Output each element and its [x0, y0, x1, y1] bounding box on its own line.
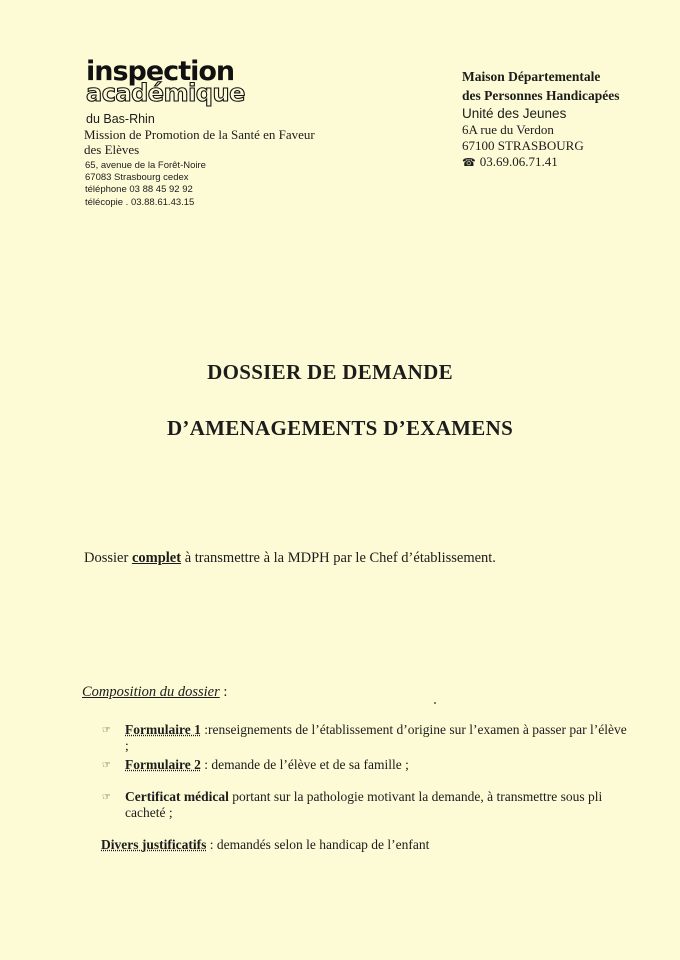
composition-heading-text: Composition du dossier	[82, 684, 220, 700]
item-key: Certificat médical	[125, 789, 229, 804]
document-title-line-2: D’AMENAGEMENTS D’EXAMENS	[166, 416, 514, 440]
item-key: Divers justificatifs	[101, 837, 207, 852]
mdph-unit: Unité des Jeunes	[462, 106, 567, 121]
mission-name: Mission de Promotion de la Santé en Faveur des Elèves	[84, 127, 315, 157]
inspection-academique-logo	[86, 58, 276, 108]
logo-line-1: inspection	[86, 56, 235, 87]
telephone-icon: ☎	[462, 156, 476, 169]
mdph-city: 67100 STRASBOURG	[462, 138, 584, 153]
mdph-name-line-2: des Personnes Handicapées	[462, 88, 620, 103]
address-line: télécopie . 03.88.61.43.15	[85, 196, 195, 208]
list-item	[125, 757, 630, 773]
intro-before: Dossier	[84, 550, 132, 566]
mdph-phone-line	[462, 154, 672, 171]
item-text: : demande de l’élève et de sa famille ;	[200, 757, 409, 772]
composition-heading	[82, 684, 227, 701]
address-line: téléphone 03 88 45 92 92	[85, 184, 193, 196]
list-item	[101, 837, 621, 853]
address-line: 67083 Strasbourg cedex	[85, 172, 189, 184]
mdph-address-block	[462, 67, 672, 171]
logo-line-2: académique	[86, 79, 245, 107]
intro-sentence	[84, 550, 496, 567]
mdph-street: 6A rue du Verdon	[462, 122, 554, 137]
document-title-line-1: DOSSIER DE DEMANDE	[207, 360, 453, 384]
mdph-name-line-1: Maison Départementale	[462, 69, 601, 84]
list-item	[125, 789, 630, 821]
intro-after: à transmettre à la MDPH par le Chef d’établissement.	[181, 550, 496, 566]
scan-speck	[434, 702, 436, 704]
pointing-hand-icon: ☞	[102, 725, 111, 736]
item-text: :renseignements de l’établissement d’origine sur l’examen à passer par l’élève ;	[125, 722, 627, 753]
left-address-block	[85, 160, 206, 209]
list-item	[125, 722, 630, 754]
item-key: Formulaire 1	[125, 722, 201, 737]
address-line: 65, avenue de la Forêt-Noire	[85, 160, 206, 171]
region-name: du Bas-Rhin	[86, 112, 155, 126]
mdph-phone: 03.69.06.71.41	[479, 154, 558, 169]
pointing-hand-icon: ☞	[102, 792, 111, 803]
pointing-hand-icon: ☞	[102, 760, 111, 771]
composition-heading-colon: :	[219, 684, 228, 700]
item-key: Formulaire 2	[125, 757, 201, 772]
item-text: portant sur la pathologie motivant la demande, à transmettre sous pli cacheté ;	[125, 789, 603, 820]
intro-emphasis: complet	[131, 550, 182, 566]
item-text: : demandés selon le handicap de l’enfant	[206, 837, 430, 852]
